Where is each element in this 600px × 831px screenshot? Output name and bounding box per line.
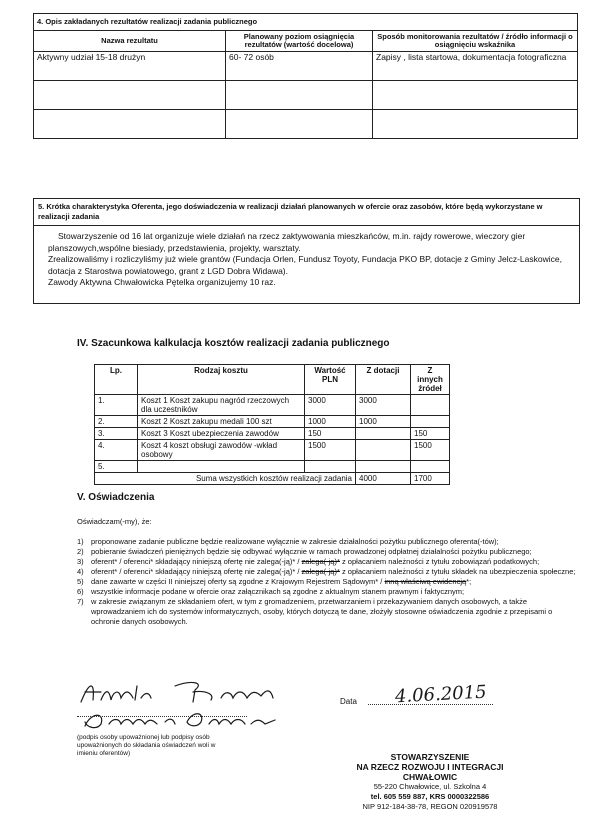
table-row: [95, 428, 450, 440]
result-target: [226, 110, 373, 139]
struck-text: inną właściwą ewidencją: [384, 577, 467, 586]
total-other: 1700: [411, 473, 450, 485]
item-text: w zakresie związanym ze składaniem ofert, w tym z gromadzeniem, przetwarzaniem i przekazywaniem danych osobowych, a także wprowadzaniem ich do systemów informatycznych, osoby, których dotyczą te dane, złożyły stosowne oświadczenia zgodnie z przepisami o ochronie danych osobowych.: [91, 597, 553, 626]
stamp-line: CHWAŁOWIC: [402, 772, 458, 782]
signature-line: [77, 716, 247, 717]
table-row: [34, 110, 578, 139]
list-item: [77, 597, 582, 627]
struck-text: zalega(-ją)*: [301, 567, 340, 576]
cost-value: 3000: [305, 395, 356, 416]
cost-header-grant: Z dotacji: [356, 365, 411, 395]
list-item: [77, 537, 582, 547]
handwritten-signatures: [75, 676, 305, 732]
result-monitoring: Zapisy , lista startowa, dokumentacja fotograficzna: [373, 52, 578, 81]
cost-lp: 4.: [95, 440, 138, 461]
result-monitoring: [373, 81, 578, 110]
cost-lp: 3.: [95, 428, 138, 440]
cost-other: [411, 416, 450, 428]
section5-paragraph: Stowarzyszenie od 16 lat organizuje wiele działań na rzecz zaktywowania mieszkańców, m.in. rajdy rowerowe, wieczory gier planszowych,wspólne biesiady, przedstawienia, projekty, warsztaty.: [48, 231, 526, 253]
item-text: oferent* / oferenci* składający niniejszą ofertę nie zalega(-ją)* / zalega(-ją)* z opłacaniem należności z tytułu składek na ubezpieczenia społeczne;: [91, 567, 576, 576]
item-text: oferent* / oferenci* składający niniejszą ofertę nie zalega(-ją)* / zalega(-ją)* z opłacaniem należności z tytułu zobowiązań podatkowych;: [91, 557, 540, 566]
stamp-line: STOWARZYSZENIE: [390, 752, 470, 762]
result-name: [34, 110, 226, 139]
section5-title: 5. Krótka charakterystyka Oferenta, jego doświadczenia w realizacji działań planowanych w ofercie oraz zasobów, które będą wykorzystane w realizacji zadania: [34, 199, 579, 226]
cost-type: Koszt 1 Koszt zakupu nagród rzeczowych dla uczestników: [138, 395, 305, 416]
cost-header-type: Rodzaj kosztu: [138, 365, 305, 395]
item-text: wszystkie informacje podane w ofercie oraz załącznikach są zgodne z aktualnym stanem prawnym i faktycznym;: [91, 587, 465, 596]
cost-lp: 5.: [95, 461, 138, 473]
cost-grant: [356, 428, 411, 440]
cost-header-lp: Lp.: [95, 365, 138, 395]
signature-note: (podpis osoby upoważnionej lub podpisy osób upoważnionych do składania oświadczeń woli w imieniu oferentów): [77, 734, 216, 757]
item-number: 7): [77, 597, 84, 606]
item-number: 6): [77, 587, 84, 596]
date-label: Data: [340, 697, 357, 706]
result-name: Aktywny udział 15-18 drużyn: [34, 52, 226, 81]
section5-body: [34, 226, 579, 289]
result-monitoring: [373, 110, 578, 139]
item-number: 2): [77, 547, 84, 556]
item-number: 3): [77, 557, 84, 566]
declarations-intro: Oświadczam(-my), że:: [77, 517, 152, 526]
result-name: [34, 81, 226, 110]
cost-header-other: Z innych źródeł: [411, 365, 450, 395]
item-number: 4): [77, 567, 84, 576]
results-header-monitoring: Sposób monitorowania rezultatów / źródło informacji o osiągnięciu wskaźnika: [373, 31, 578, 52]
results-table: [33, 13, 578, 139]
cost-type: [138, 461, 305, 473]
table-row: [95, 395, 450, 416]
cost-other: [411, 395, 450, 416]
table-row: [95, 461, 450, 473]
total-row: [95, 473, 450, 485]
cost-grant: [356, 440, 411, 461]
item-text: proponowane zadanie publiczne będzie realizowane wyłącznie w zakresie działalności pożytku publicznego oferenta(-tów);: [91, 537, 499, 546]
results-header-target: Planowany poziom osiągnięcia rezultatów (wartość docelowa): [226, 31, 373, 52]
date-value: 4.06.2015: [394, 681, 488, 708]
list-item: [77, 587, 582, 597]
declarations-list: [77, 537, 582, 627]
cost-header-value: Wartość PLN: [305, 365, 356, 395]
cost-grant: 1000: [356, 416, 411, 428]
list-item: [77, 547, 582, 557]
item-number: 1): [77, 537, 84, 546]
cost-lp: 1.: [95, 395, 138, 416]
cost-value: 1000: [305, 416, 356, 428]
cost-value: 150: [305, 428, 356, 440]
section4-title: 4. Opis zakładanych rezultatów realizacji zadania publicznego: [34, 14, 578, 31]
cost-type: Koszt 3 Koszt ubezpieczenia zawodów: [138, 428, 305, 440]
section-iv-title: IV. Szacunkowa kalkulacja kosztów realizacji zadania publicznego: [77, 338, 390, 349]
section-v-title: V. Oświadczenia: [77, 492, 155, 503]
table-row: [95, 416, 450, 428]
table-row: [34, 81, 578, 110]
cost-grant: 3000: [356, 395, 411, 416]
cost-value: 1500: [305, 440, 356, 461]
stamp-line: 55-220 Chwałowice, ul. Szkolna 4: [373, 782, 487, 791]
list-item: [77, 577, 582, 587]
cost-other: 1500: [411, 440, 450, 461]
cost-type: Koszt 2 Koszt zakupu medali 100 szt: [138, 416, 305, 428]
table-row: [95, 440, 450, 461]
item-text: dane zawarte w części II niniejszej oferty są zgodne z Krajowym Rejestrem Sądowym* / inną właściwą ewidencją*;: [91, 577, 472, 586]
table-row: [34, 52, 578, 81]
struck-text: zalega(-ją)*: [301, 557, 340, 566]
list-item: [77, 557, 582, 567]
stamp-line: NIP 912-184-38-78, REGON 020919578: [362, 802, 498, 811]
item-text: pobieranie świadczeń pieniężnych będzie się odbywać wyłącznie w ramach prowadzonej odpłatnej działalności pożytku publicznego;: [91, 547, 532, 556]
cost-grant: [356, 461, 411, 473]
cost-other: 150: [411, 428, 450, 440]
stamp-line: tel. 605 559 887, KRS 0000322586: [370, 792, 490, 801]
result-target: [226, 81, 373, 110]
list-item: [77, 567, 582, 577]
stamp-line: NA RZECZ ROZWOJU I INTEGRACJI: [356, 762, 504, 772]
item-number: 5): [77, 577, 84, 586]
result-target: 60- 72 osób: [226, 52, 373, 81]
total-label: Suma wszystkich kosztów realizacji zadania: [95, 473, 356, 485]
section5-paragraph: Zrealizowaliśmy i rozliczyliśmy już wiele grantów (Fundacja Orlen, Fundusz Toyoty, Fundacja PKO BP, dotacje z Gminy Jelcz-Laskowice, dotacja z Starostwa powiatowego, grant z LGD Dobra Widawa).: [48, 254, 562, 276]
cost-other: [411, 461, 450, 473]
organization-stamp: [325, 752, 535, 812]
total-grant: 4000: [356, 473, 411, 485]
oferent-characteristics-box: [33, 198, 580, 304]
cost-lp: 2.: [95, 416, 138, 428]
cost-type: Koszt 4 koszt obsługi zawodów -wkład osobowy: [138, 440, 305, 461]
section5-paragraph: Zawody Aktywna Chwałowicka Pętelka organizujemy 10 raz.: [48, 277, 276, 287]
results-header-name: Nazwa rezultatu: [34, 31, 226, 52]
cost-table: [94, 364, 450, 485]
cost-value: [305, 461, 356, 473]
